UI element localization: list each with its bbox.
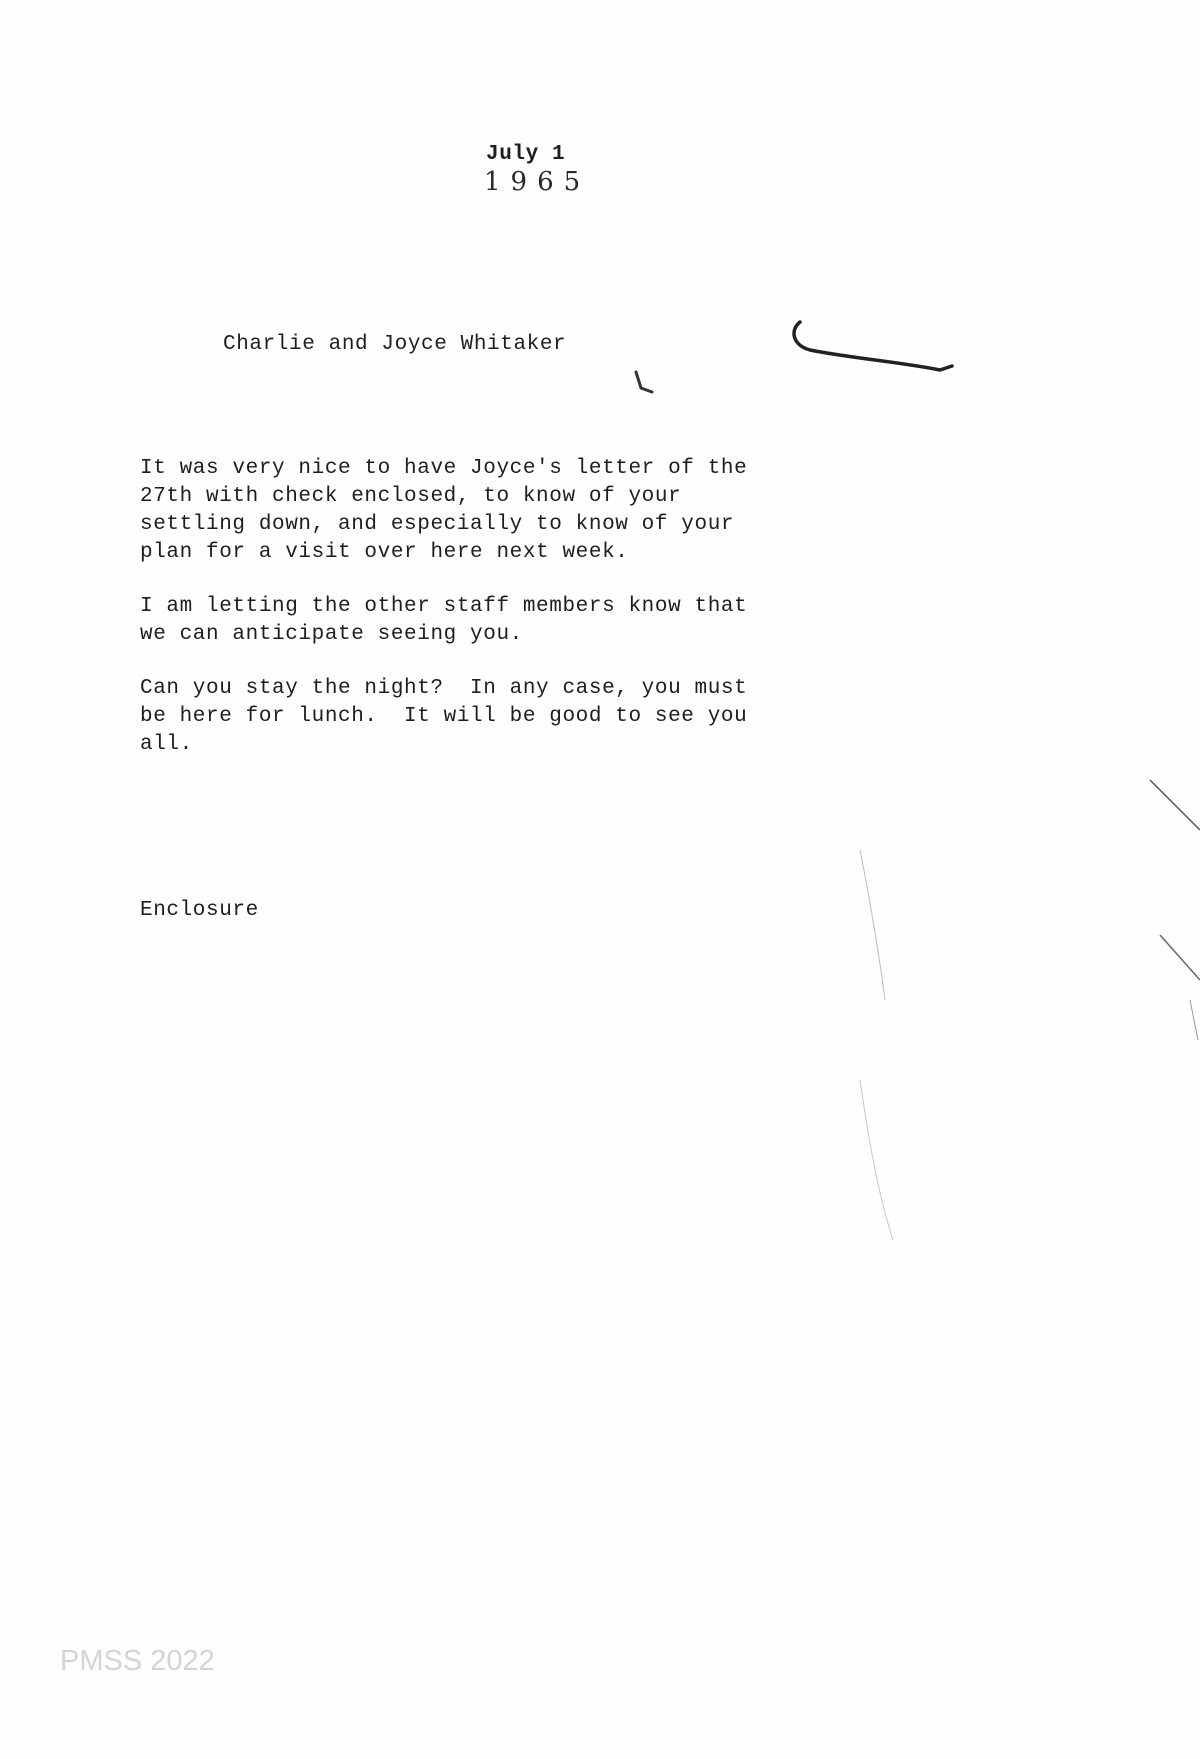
body-paragraph-1 xyxy=(140,455,820,567)
body-line: I am letting the other staff members know that xyxy=(140,595,748,618)
pen-stroke-mark xyxy=(794,322,952,370)
paper-crease xyxy=(1150,780,1200,830)
body-line: be here for lunch. It will be good to see you xyxy=(140,705,748,728)
body-line: we can anticipate seeing you. xyxy=(140,623,523,646)
letter-year: 1965 xyxy=(484,167,591,197)
letter-recipient: Charlie and Joyce Whitaker xyxy=(223,333,567,356)
body-line: 27th with check enclosed, to know of your xyxy=(140,485,682,508)
body-line: Can you stay the night? In any case, you must xyxy=(140,677,748,700)
archive-watermark: PMSS 2022 xyxy=(60,1645,215,1677)
paper-crease xyxy=(1190,1000,1198,1040)
body-line: all. xyxy=(140,733,193,756)
pen-tick-mark xyxy=(636,372,652,392)
body-paragraph-3 xyxy=(140,675,820,759)
paper-crease xyxy=(1160,935,1200,980)
paper-crease xyxy=(860,850,885,1000)
enclosure-note: Enclosure xyxy=(140,899,259,922)
body-line: It was very nice to have Joyce's letter of the xyxy=(140,457,748,480)
body-line: plan for a visit over here next week. xyxy=(140,541,629,564)
letter-body xyxy=(140,455,820,785)
paper-crease xyxy=(860,1080,893,1240)
body-paragraph-2 xyxy=(140,593,820,649)
letter-date: July 1 xyxy=(486,143,566,166)
body-line: settling down, and especially to know of your xyxy=(140,513,735,536)
